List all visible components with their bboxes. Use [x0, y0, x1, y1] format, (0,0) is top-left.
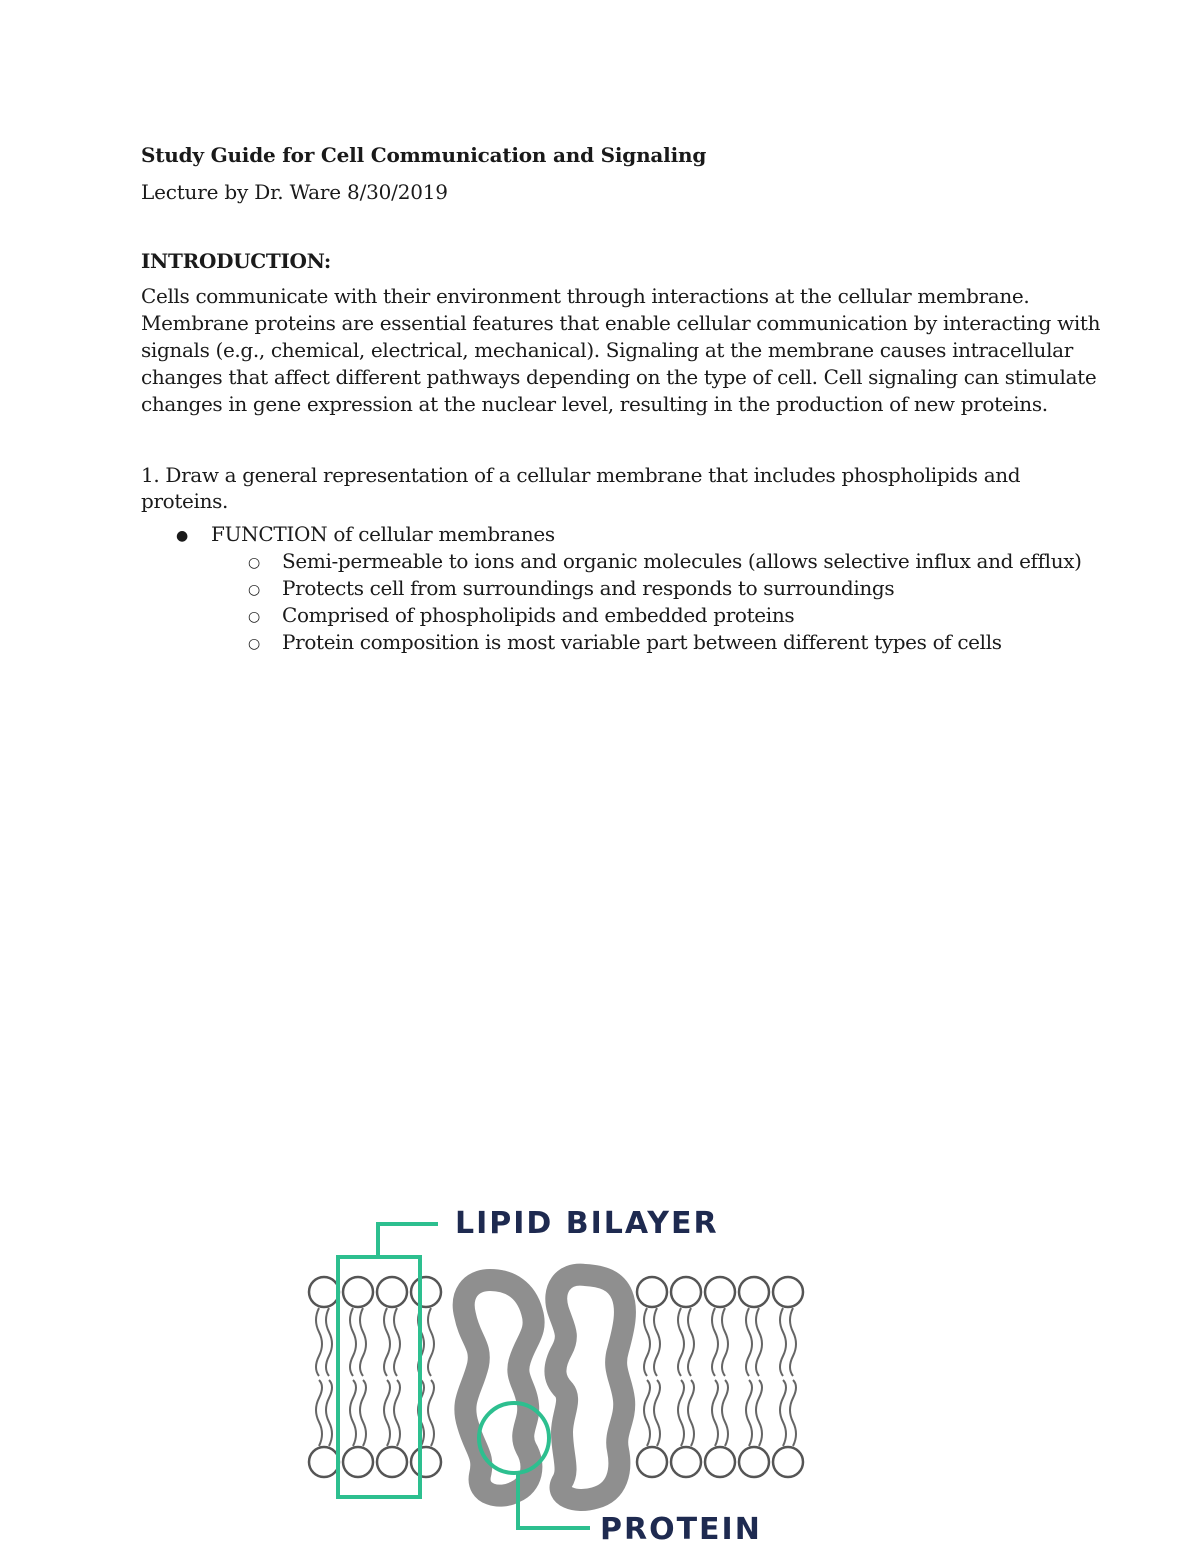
sub-bullet-marker: ○: [248, 609, 260, 625]
phospholipid-head: [671, 1277, 701, 1307]
intro-line: changes in gene expression at the nuclear level, resulting in the production of new proteins.: [141, 392, 1048, 416]
fatty-acid-tail: [384, 1308, 390, 1376]
fatty-acid-tail: [756, 1380, 762, 1446]
intro-line: Cells communicate with their environment through interactions at the cellular membrane.: [141, 284, 1030, 308]
sub-bullet-marker: ○: [248, 636, 260, 652]
bullet-marker: ●: [176, 528, 188, 544]
fatty-acid-tail: [712, 1308, 718, 1376]
lipid-bilayer-label: LIPID BILAYER: [455, 1206, 719, 1241]
fatty-acid-tail: [316, 1380, 322, 1446]
fatty-acid-tail: [688, 1380, 694, 1446]
lipid-bilayer-figure: [300, 1200, 820, 1550]
sub-bullet-marker: ○: [248, 555, 260, 571]
fatty-acid-tail: [756, 1308, 762, 1376]
phospholipid-head: [309, 1277, 339, 1307]
intro-paragraph: [141, 283, 1101, 418]
phospholipid-head: [411, 1447, 441, 1477]
fatty-acid-tail: [394, 1308, 400, 1376]
fatty-acid-tail: [654, 1380, 660, 1446]
protein-subunit-right: [555, 1275, 625, 1500]
phospholipid-head: [671, 1447, 701, 1477]
phospholipid-head: [739, 1447, 769, 1477]
protein-label: PROTEIN: [600, 1512, 762, 1547]
fatty-acid-tail: [780, 1308, 786, 1376]
fatty-acid-tail: [394, 1380, 400, 1446]
fatty-acid-tail: [790, 1380, 796, 1446]
fatty-acid-tail: [326, 1380, 332, 1446]
fatty-acid-tail: [428, 1380, 434, 1446]
sub-bullet-text: Protein composition is most variable part between different types of cells: [282, 630, 1002, 654]
phospholipid-head: [411, 1277, 441, 1307]
sub-bullet-text: Semi-permeable to ions and organic molecules (allows selective influx and efflux): [282, 549, 1082, 573]
phospholipid-head: [705, 1447, 735, 1477]
sub-bullet-marker: ○: [248, 582, 260, 598]
phospholipid-head: [343, 1277, 373, 1307]
fatty-acid-tail: [722, 1380, 728, 1446]
document-title: Study Guide for Cell Communication and Signaling: [141, 143, 707, 167]
fatty-acid-tail: [746, 1308, 752, 1376]
phospholipid-head: [309, 1447, 339, 1477]
fatty-acid-tail: [350, 1308, 356, 1376]
lecture-info: Lecture by Dr. Ware 8/30/2019: [141, 180, 448, 204]
bullet-text: FUNCTION of cellular membranes: [211, 522, 555, 546]
fatty-acid-tail: [790, 1308, 796, 1376]
phospholipid-head: [343, 1447, 373, 1477]
fatty-acid-tail: [678, 1308, 684, 1376]
fatty-acid-tail: [780, 1380, 786, 1446]
fatty-acid-tail: [316, 1308, 322, 1376]
question-line: proteins.: [141, 489, 229, 513]
membrane-diagram: [300, 1200, 820, 1550]
fatty-acid-tail: [678, 1380, 684, 1446]
fatty-acid-tail: [712, 1380, 718, 1446]
phospholipid-head: [773, 1277, 803, 1307]
fatty-acid-tail: [360, 1380, 366, 1446]
fatty-acid-tail: [384, 1380, 390, 1446]
intro-line: Membrane proteins are essential features that enable cellular communication by interacting with: [141, 311, 1101, 335]
intro-line: signals (e.g., chemical, electrical, mechanical). Signaling at the membrane causes intracellular: [141, 338, 1073, 362]
fatty-acid-tail: [428, 1308, 434, 1376]
fatty-acid-tail: [644, 1308, 650, 1376]
phospholipid-head: [637, 1277, 667, 1307]
sub-bullet-text: Protects cell from surroundings and responds to surroundings: [282, 576, 895, 600]
phospholipid-head: [705, 1277, 735, 1307]
fatty-acid-tail: [350, 1380, 356, 1446]
phospholipids-right: [637, 1277, 803, 1477]
protein-subunit-left: [464, 1280, 534, 1496]
fatty-acid-tail: [688, 1308, 694, 1376]
question-line: 1. Draw a general representation of a cellular membrane that includes phospholipids and: [141, 463, 1021, 487]
fatty-acid-tail: [654, 1308, 660, 1376]
fatty-acid-tail: [360, 1308, 366, 1376]
phospholipid-head: [377, 1447, 407, 1477]
membrane-protein: [464, 1275, 625, 1500]
section-heading: INTRODUCTION:: [141, 249, 331, 273]
phospholipid-head: [637, 1447, 667, 1477]
fatty-acid-tail: [722, 1308, 728, 1376]
sub-bullet-text: Comprised of phospholipids and embedded proteins: [282, 603, 795, 627]
question-1: [141, 462, 1101, 514]
intro-line: changes that affect different pathways depending on the type of cell. Cell signaling can stimulate: [141, 365, 1097, 389]
fatty-acid-tail: [326, 1308, 332, 1376]
fatty-acid-tail: [746, 1380, 752, 1446]
fatty-acid-tail: [644, 1380, 650, 1446]
phospholipid-head: [377, 1277, 407, 1307]
phospholipid-head: [773, 1447, 803, 1477]
lipid-bilayer-callout-line: [378, 1224, 438, 1257]
phospholipid-head: [739, 1277, 769, 1307]
